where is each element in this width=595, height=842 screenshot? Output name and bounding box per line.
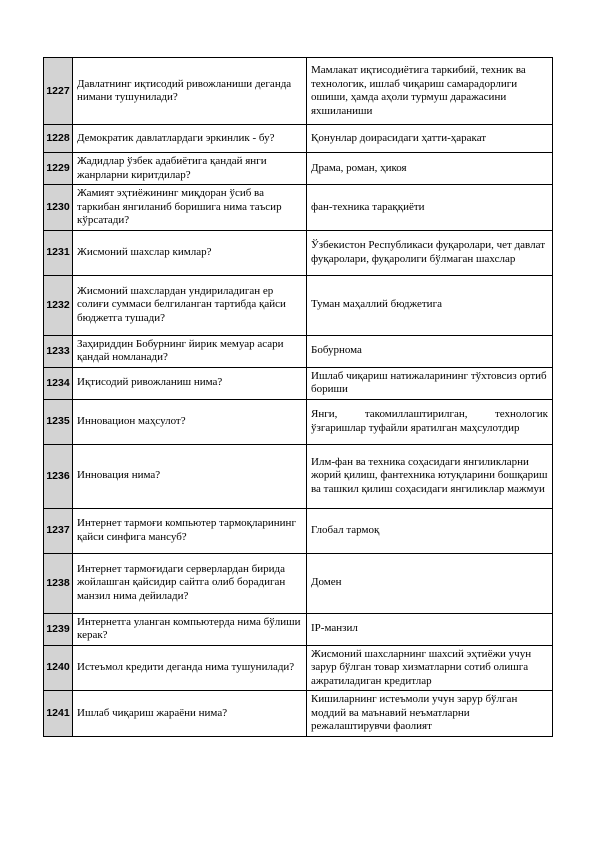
question-cell: Демократик давлатлардаги эркинлик - бу? (73, 125, 307, 153)
answer-cell: Кишиларнинг истеъмоли учун зарур бўлган моддий ва маънавий неъматларни режалаштирувчи фаолият (307, 691, 553, 737)
question-cell: Интернет тармоғи компьютер тармоқларининг қайси синфига мансуб? (73, 508, 307, 553)
answer-cell: Ишлаб чиқариш натижаларининг тўхтовсиз ортиб бориши (307, 367, 553, 399)
row-number: 1241 (44, 691, 73, 737)
question-cell: Давлатнинг иқтисодий ривожланиши деганда нимани тушунилади? (73, 58, 307, 125)
qa-table-body (44, 58, 553, 737)
row-number: 1231 (44, 230, 73, 275)
row-number: 1238 (44, 553, 73, 613)
row-number: 1227 (44, 58, 73, 125)
table-row (44, 553, 553, 613)
answer-cell: Қонунлар доирасидаги ҳатти-ҳаракат (307, 125, 553, 153)
answer-cell: Ўзбекистон Республикаси фуқаролари, чет давлат фуқаролари, фуқаролиги бўлмаган шахслар (307, 230, 553, 275)
question-cell: Интернет тармоғидаги серверлардан бирида жойлашган қайсидир сайтга олиб борадиган манзил нима дейилади? (73, 553, 307, 613)
question-cell: Инновация нима? (73, 444, 307, 508)
table-row (44, 58, 553, 125)
table-row (44, 335, 553, 367)
answer-cell: IP-манзил (307, 613, 553, 645)
row-number: 1232 (44, 275, 73, 335)
answer-cell: Туман маҳаллий бюджетига (307, 275, 553, 335)
question-cell: Ишлаб чиқариш жараёни нима? (73, 691, 307, 737)
table-row (44, 444, 553, 508)
row-number: 1235 (44, 399, 73, 444)
answer-cell: Драма, роман, ҳикоя (307, 153, 553, 185)
row-number: 1239 (44, 613, 73, 645)
table-row (44, 367, 553, 399)
table-row (44, 185, 553, 231)
table-row (44, 645, 553, 691)
question-cell: Иқтисодий ривожланиш нима? (73, 367, 307, 399)
row-number: 1233 (44, 335, 73, 367)
qa-table (43, 57, 553, 737)
answer-cell: Жисмоний шахсларнинг шахсий эҳтиёжи учун зарур бўлган товар хизматларни сотиб олишга ажратиладиган кредитлар (307, 645, 553, 691)
question-cell: Истеъмол кредити деганда нима тушунилади? (73, 645, 307, 691)
table-row (44, 125, 553, 153)
row-number: 1236 (44, 444, 73, 508)
table-row (44, 230, 553, 275)
question-cell: Инновацион маҳсулот? (73, 399, 307, 444)
row-number: 1237 (44, 508, 73, 553)
table-row (44, 153, 553, 185)
row-number: 1240 (44, 645, 73, 691)
table-row (44, 399, 553, 444)
row-number: 1229 (44, 153, 73, 185)
question-cell: Жисмоний шахслар кимлар? (73, 230, 307, 275)
question-cell: Жамият эҳтиёжининг миқдоран ўсиб ва таркибан янгиланиб боришига нима таъсир кўрсатади? (73, 185, 307, 231)
answer-cell: Илм-фан ва техника соҳасидаги янгиликларни жорий қилиш, фантехника ютуқларини бошқариш ва ташкил қилиш соҳасидаги янгиликлар мажмуи (307, 444, 553, 508)
table-row (44, 613, 553, 645)
answer-cell: Мамлакат иқтисодиётига таркибий, техник ва технологик, ишлаб чиқариш самарадорлиги ошиши, ҳамда аҳоли турмуш даражасини яхшиланиши (307, 58, 553, 125)
answer-cell: фан-техника тараққиёти (307, 185, 553, 231)
answer-cell: Глобал тармоқ (307, 508, 553, 553)
table-row (44, 508, 553, 553)
row-number: 1230 (44, 185, 73, 231)
row-number: 1234 (44, 367, 73, 399)
question-cell: Заҳириддин Бобурнинг йирик мемуар асари қандай номланади? (73, 335, 307, 367)
row-number: 1228 (44, 125, 73, 153)
answer-cell: Домен (307, 553, 553, 613)
question-cell: Жадидлар ўзбек адабиётига қандай янги жанрларни киритдилар? (73, 153, 307, 185)
question-cell: Жисмоний шахслардан ундириладиган ер солиғи суммаси белгиланган тартибда қайси бюджетга тушади? (73, 275, 307, 335)
question-cell: Интернетга уланган компьютерда нима бўлиши керак? (73, 613, 307, 645)
table-row (44, 275, 553, 335)
answer-cell: Янги, такомиллаштирилган, технологик ўзгаришлар туфайли яратилган маҳсулотдир (307, 399, 553, 444)
table-row (44, 691, 553, 737)
answer-cell: Бобурнома (307, 335, 553, 367)
